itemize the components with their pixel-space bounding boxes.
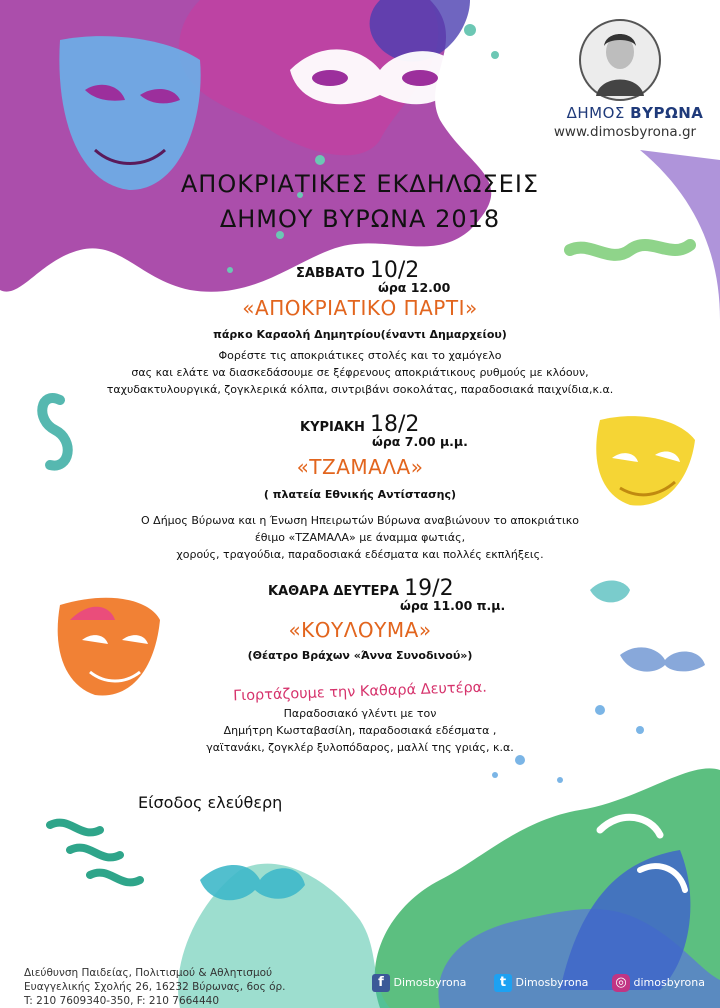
event-time: ώρα 11.00 π.μ. [400, 598, 506, 613]
lips-icon [590, 581, 630, 603]
description-line: Παραδοσιακό γλέντι με τον [283, 707, 437, 720]
event-title: «ΤΖΑΜΑΛΑ» [296, 455, 424, 479]
facebook-handle: Dimosbyrona [393, 976, 467, 989]
description-line: γαϊτανάκι, ζογκλέρ ξυλοπόδαρος, μαλλί της γριάς, κ.α. [206, 741, 514, 754]
event-place: ( πλατεία Εθνικής Αντίστασης) [263, 488, 457, 501]
description-line: Δημήτρη Κωσταβασίλη, παραδοσιακά εδέσματα , [223, 724, 497, 737]
streamer-icon [50, 823, 140, 883]
description-line: Ο Δήμος Βύρωνα και η Ένωση Ηπειρωτών Βύρωνα αναβιώνουν το αποκριάτικο [141, 514, 579, 527]
twitter-link[interactable] [494, 974, 588, 992]
facebook-link[interactable] [372, 974, 466, 992]
event-day: ΚΥΡΙΑΚΗ [300, 420, 365, 435]
event-title: «ΑΠΟΚΡΙΑΤΙΚΟ ΠΑΡΤΙ» [242, 296, 478, 320]
event-time: ώρα 12.00 [378, 280, 451, 295]
streamer-icon [570, 245, 690, 255]
event-date: 18/2 [369, 412, 420, 437]
description-line: έθιμο «ΤΖΑΜΑΛΑ» με άναμμα φωτιάς, [254, 531, 466, 544]
logo-name: ΔΗΜΟΣ ΒΥΡΩΝΑ [566, 104, 704, 122]
event-day: ΚΑΘΑΡΑ ΔΕΥΤΕΡΑ [268, 584, 400, 599]
instagram-icon: ◎ [612, 974, 630, 992]
footer-address [24, 966, 286, 1008]
event-place: πάρκο Καραολή Δημητρίου(έναντι Δημαρχείου) [213, 328, 507, 341]
facebook-icon: f [372, 974, 390, 992]
logo-url[interactable]: www.dimosbyrona.gr [553, 124, 697, 140]
event-date: 10/2 [369, 258, 420, 283]
event-tagline: Γιορτάζουμε την Καθαρά Δευτέρα. [232, 679, 488, 705]
page-subtitle: ΔΗΜΟΥ ΒΥΡΩΝΑ 2018 [219, 205, 501, 233]
event-description [0, 347, 720, 398]
footer-line: Διεύθυνση Παιδείας, Πολιτισμού & Αθλητισμού [24, 967, 273, 979]
event-description [0, 512, 720, 563]
event-description [0, 705, 720, 756]
twitter-handle: Dimosbyrona [515, 976, 589, 989]
event-day: ΣΑΒΒΑΤΟ [296, 266, 365, 281]
instagram-handle: dimosbyrona [633, 976, 705, 989]
footer-line: Ευαγγελικής Σχολής 26, 16232 Βύρωνας, 6ος όρ. [24, 981, 286, 993]
description-line: Φορέστε τις αποκριάτικες στολές και το χαμόγελο [218, 349, 502, 362]
event-date: 19/2 [404, 576, 454, 601]
event-time: ώρα 7.00 μ.μ. [372, 434, 468, 449]
twitter-icon: t [494, 974, 512, 992]
theater-mask-icon [58, 598, 160, 696]
description-line: χορούς, τραγούδια, παραδοσιακά εδέσματα και πολλές εκπλήξεις. [176, 548, 544, 561]
event-place: (Θέατρο Βράχων «Άννα Συνοδινού») [247, 649, 473, 662]
description-line: σας και ελάτε να διασκεδάσουμε σε ξέφρενους αποκριάτικους ρυθμούς με κλόουν, [131, 366, 589, 379]
free-entry-note: Είσοδος ελεύθερη [138, 793, 283, 812]
instagram-link[interactable] [612, 974, 705, 992]
logo-portrait-icon [578, 18, 662, 102]
page-title: ΑΠΟΚΡΙΑΤΙΚΕΣ ΕΚΔΗΛΩΣΕΙΣ [180, 170, 540, 198]
footer-line: T: 210 7609340-350, F: 210 7664440 [24, 995, 220, 1007]
description-line: ταχυδακτυλουργικά, ζογκλερικά κόλπα, σιντριβάνι σοκολάτας, παραδοσιακά παιχνίδια,κ.α. [106, 383, 614, 396]
event-title: «ΚΟΥΛΟΥΜΑ» [288, 618, 432, 642]
